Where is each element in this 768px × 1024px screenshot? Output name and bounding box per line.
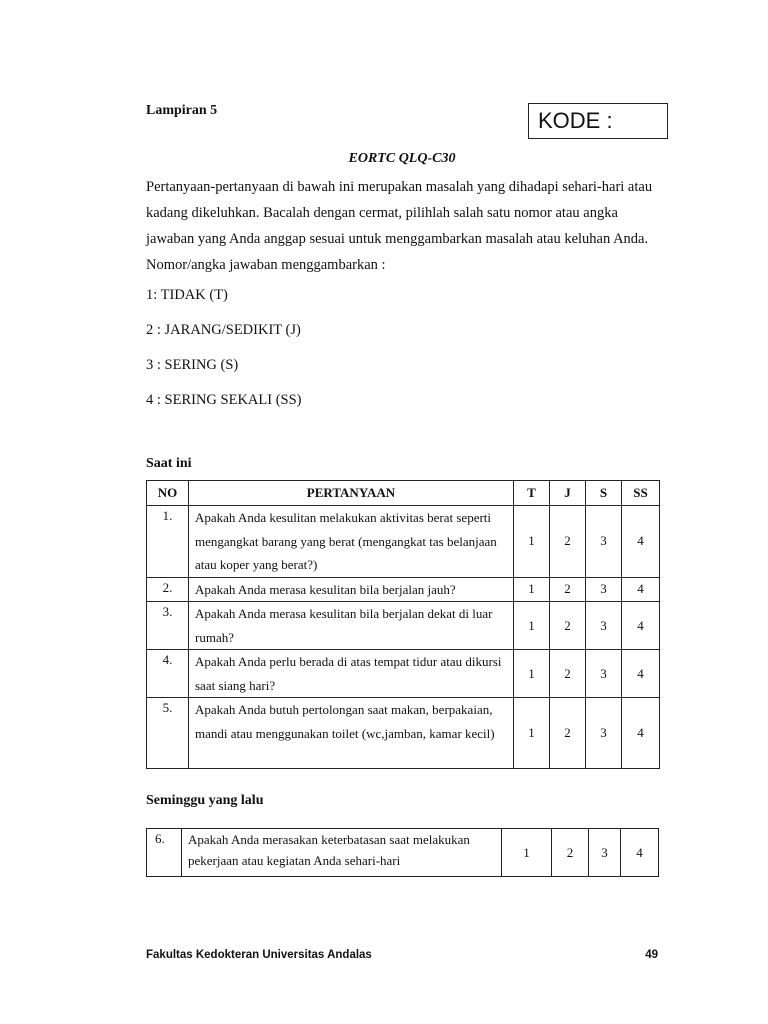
page-number: 49	[645, 949, 658, 961]
table-row	[147, 577, 660, 602]
row-number: 2.	[147, 577, 189, 602]
row-number: 3.	[147, 602, 189, 650]
answer-option-s[interactable]: 3	[586, 650, 622, 698]
answer-option-j[interactable]: 2	[550, 506, 586, 578]
question-text: Apakah Anda merasakan keterbatasan saat melakukan pekerjaan atau kegiatan Anda sehari-hari	[182, 829, 502, 877]
questions-table-current	[146, 480, 660, 769]
answer-option-s[interactable]: 3	[589, 829, 621, 877]
document-title: EORTC QLQ-C30	[348, 151, 456, 166]
section-title-current: Saat ini	[146, 456, 192, 471]
footer-institution: Fakultas Kedokteran Universitas Andalas	[146, 949, 372, 961]
row-number: 5.	[147, 698, 189, 769]
table-row	[147, 602, 660, 650]
header-ss: SS	[622, 481, 660, 506]
header-t: T	[514, 481, 550, 506]
code-label: KODE :	[538, 108, 613, 133]
answer-option-ss[interactable]: 4	[622, 506, 660, 578]
table-row	[147, 650, 660, 698]
answer-option-t[interactable]: 1	[514, 602, 550, 650]
answer-option-ss[interactable]: 4	[621, 829, 659, 877]
header-s: S	[586, 481, 622, 506]
table-row	[147, 698, 660, 769]
answer-option-t[interactable]: 1	[514, 698, 550, 769]
answer-option-t[interactable]: 1	[514, 577, 550, 602]
answer-option-s[interactable]: 3	[586, 506, 622, 578]
answer-option-j[interactable]: 2	[550, 698, 586, 769]
answer-option-ss[interactable]: 4	[622, 650, 660, 698]
answer-option-ss[interactable]: 4	[622, 698, 660, 769]
answer-option-ss[interactable]: 4	[622, 577, 660, 602]
row-number: 6.	[147, 829, 182, 877]
scale-item-3: 3 : SERING (S)	[146, 357, 239, 373]
row-number: 4.	[147, 650, 189, 698]
intro-paragraph: Pertanyaan-pertanyaan di bawah ini merupakan masalah yang dihadapi sehari-hari atau kadang dikeluhkan. Bacalah dengan cermat, pilihlah salah satu nomor atau angka jawaban yang Anda anggap sesuai untuk menggambarkan masalah atau keluhan Anda. Nomor/angka jawaban menggambarkan :	[146, 179, 653, 273]
question-text: Apakah Anda merasa kesulitan bila berjalan jauh?	[189, 577, 514, 602]
row-number: 1.	[147, 506, 189, 578]
answer-option-j[interactable]: 2	[550, 577, 586, 602]
answer-option-t[interactable]: 1	[514, 650, 550, 698]
section-title-last-week: Seminggu yang lalu	[146, 793, 264, 808]
scale-item-4: 4 : SERING SEKALI (SS)	[146, 392, 302, 408]
scale-item-2: 2 : JARANG/SEDIKIT (J)	[146, 322, 301, 338]
question-text: Apakah Anda kesulitan melakukan aktivitas berat seperti mengangkat barang yang berat (mengangkat tas belanjaan atau koper yang berat?)	[189, 506, 514, 578]
question-text: Apakah Anda merasa kesulitan bila berjalan dekat di luar rumah?	[189, 602, 514, 650]
answer-option-j[interactable]: 2	[550, 602, 586, 650]
answer-option-t[interactable]: 1	[502, 829, 552, 877]
table-header-row	[147, 481, 660, 506]
questions-table-last-week	[146, 828, 659, 877]
header-no: NO	[147, 481, 189, 506]
answer-option-t[interactable]: 1	[514, 506, 550, 578]
question-text: Apakah Anda perlu berada di atas tempat tidur atau dikursi saat siang hari?	[189, 650, 514, 698]
answer-option-j[interactable]: 2	[552, 829, 589, 877]
code-box	[528, 103, 668, 139]
answer-option-s[interactable]: 3	[586, 698, 622, 769]
scale-item-1: 1: TIDAK (T)	[146, 287, 228, 303]
header-j: J	[550, 481, 586, 506]
appendix-label: Lampiran 5	[146, 103, 218, 118]
answer-option-ss[interactable]: 4	[622, 602, 660, 650]
table-row	[147, 829, 659, 877]
answer-option-s[interactable]: 3	[586, 577, 622, 602]
header-question: PERTANYAAN	[189, 481, 514, 506]
answer-option-j[interactable]: 2	[550, 650, 586, 698]
table-row	[147, 506, 660, 578]
question-text: Apakah Anda butuh pertolongan saat makan, berpakaian, mandi atau menggunakan toilet (wc,jamban, kamar kecil)	[189, 698, 514, 769]
answer-option-s[interactable]: 3	[586, 602, 622, 650]
